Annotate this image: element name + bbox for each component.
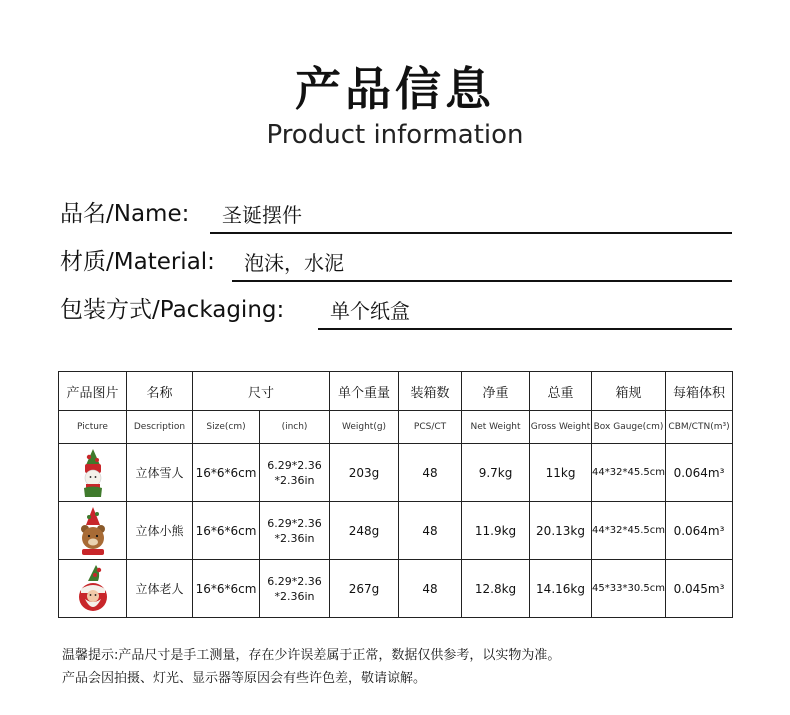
size-cm: 16*6*6cm	[193, 444, 260, 502]
product-name: 立体老人	[127, 560, 193, 618]
pcs-per-carton: 48	[399, 502, 462, 560]
note-line: 产品会因拍摄、灯光、显示器等原因会有些许色差，敬请谅解。	[62, 671, 427, 686]
carton-volume: 0.064m³	[666, 502, 733, 560]
size-inch-line2: *2.36in	[274, 531, 315, 545]
picture-cell	[59, 502, 127, 560]
info-value-material: 泡沫，水泥	[232, 250, 732, 282]
pcs-per-carton: 48	[399, 444, 462, 502]
subheader-net-weight: Net Weight	[462, 411, 530, 444]
note-line: 温馨提示:产品尺寸是手工测量，存在少许误差属于正常，数据仅供参考，以实物为准。	[62, 648, 561, 663]
subheader-box-gauge: Box Gauge(cm)	[592, 411, 666, 444]
header-size: 尺寸	[193, 372, 330, 411]
picture-cell	[59, 444, 127, 502]
header-pcs: 装箱数	[399, 372, 462, 411]
gross-weight: 11kg	[530, 444, 592, 502]
subheader-picture: Picture	[59, 411, 127, 444]
page-title: 产品信息	[295, 62, 495, 116]
pcs-per-carton: 48	[399, 560, 462, 618]
info-label-name: 品名/Name:	[60, 201, 190, 227]
info-value-packaging: 单个纸盒	[318, 298, 732, 330]
net-weight: 11.9kg	[462, 502, 530, 560]
subheader-gross-weight: Gross Weight	[530, 411, 592, 444]
subheader-size-inch: (inch)	[260, 411, 330, 444]
table-row	[59, 560, 733, 618]
header-gross-weight: 总重	[530, 372, 592, 411]
table-header-row-en	[59, 411, 733, 444]
subheader-volume: CBM/CTN(m³)	[666, 411, 733, 444]
info-label-packaging: 包装方式/Packaging:	[60, 297, 285, 323]
carton-volume: 0.045m³	[666, 560, 733, 618]
header-name: 名称	[127, 372, 193, 411]
subheader-pcs: PCS/CT	[399, 411, 462, 444]
subheader-weight: Weight(g)	[330, 411, 399, 444]
product-name: 立体雪人	[127, 444, 193, 502]
header-unit-weight: 单个重量	[330, 372, 399, 411]
bear-ornament-icon	[75, 505, 111, 557]
info-label-material: 材质/Material:	[60, 249, 215, 275]
size-inch-line1: 6.29*2.36	[267, 574, 322, 588]
table-row	[59, 444, 733, 502]
box-gauge: 44*32*45.5cm	[592, 502, 666, 560]
picture-cell	[59, 560, 127, 618]
size-inch-line2: *2.36in	[274, 589, 315, 603]
subheader-description: Description	[127, 411, 193, 444]
header-net-weight: 净重	[462, 372, 530, 411]
unit-weight: 203g	[330, 444, 399, 502]
table-row	[59, 502, 733, 560]
net-weight: 9.7kg	[462, 444, 530, 502]
page-subtitle: Product information	[266, 120, 524, 150]
size-inch-line1: 6.29*2.36	[267, 516, 322, 530]
notes	[62, 644, 560, 690]
info-row-packaging	[60, 290, 732, 330]
header-volume: 每箱体积	[666, 372, 733, 411]
net-weight: 12.8kg	[462, 560, 530, 618]
info-row-material	[60, 242, 732, 282]
size-cm: 16*6*6cm	[193, 502, 260, 560]
unit-weight: 248g	[330, 502, 399, 560]
header-picture: 产品图片	[59, 372, 127, 411]
spec-table	[58, 371, 733, 618]
box-gauge: 44*32*45.5cm	[592, 444, 666, 502]
header-box-gauge: 箱规	[592, 372, 666, 411]
size-inch	[260, 502, 330, 560]
gross-weight: 20.13kg	[530, 502, 592, 560]
gross-weight: 14.16kg	[530, 560, 592, 618]
size-inch	[260, 444, 330, 502]
info-row-name	[60, 194, 732, 234]
size-cm: 16*6*6cm	[193, 560, 260, 618]
size-inch-line1: 6.29*2.36	[267, 458, 322, 472]
table-header-row-cn	[59, 372, 733, 411]
product-name: 立体小熊	[127, 502, 193, 560]
snowman-ornament-icon	[76, 447, 110, 499]
unit-weight: 267g	[330, 560, 399, 618]
size-inch-line2: *2.36in	[274, 473, 315, 487]
subheader-size-cm: Size(cm)	[193, 411, 260, 444]
box-gauge: 45*33*30.5cm	[592, 560, 666, 618]
santa-ornament-icon	[74, 563, 112, 615]
info-value-name: 圣诞摆件	[210, 202, 732, 234]
size-inch	[260, 560, 330, 618]
carton-volume: 0.064m³	[666, 444, 733, 502]
